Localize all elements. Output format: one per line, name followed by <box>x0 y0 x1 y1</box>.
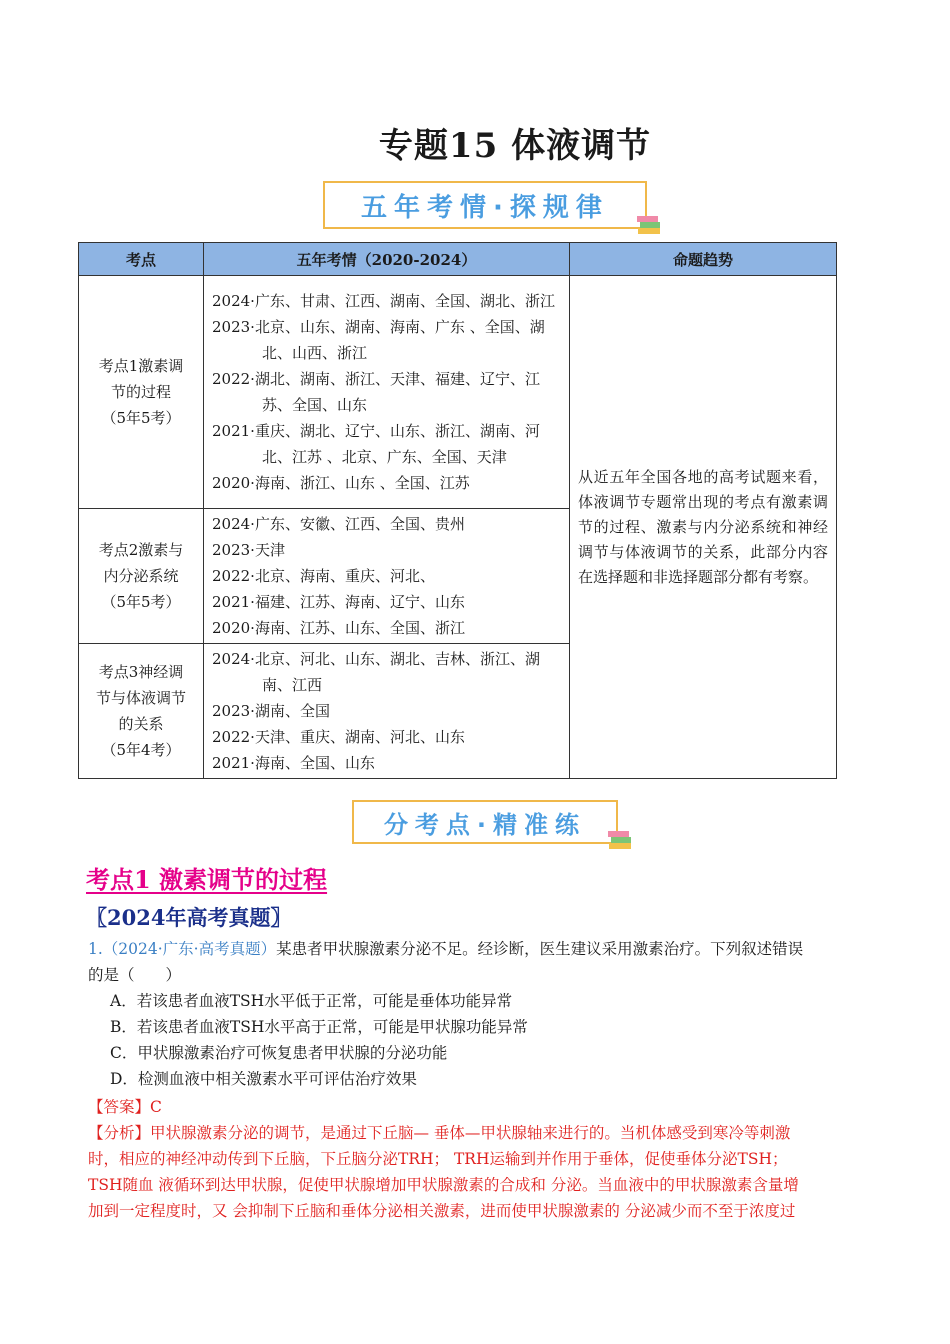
option-d: D．检测血液中相关激素水平可评估治疗效果 <box>110 1070 417 1088</box>
point-label: 考点1激素调 <box>98 357 184 375</box>
year-line: 2021·福建、江苏、海南、辽宁、山东 <box>212 593 465 611</box>
year-line: 2022·北京、海南、重庆、河北、 <box>212 567 435 585</box>
point-count: （5年5考） <box>101 593 181 611</box>
analysis-line: 【分析】甲状腺激素分泌的调节，是通过下丘脑— 垂体—甲状腺轴来进行的。当机体感受到寒冷等刺激 <box>88 1124 791 1142</box>
point-count: （5年5考） <box>101 409 181 427</box>
years-cell <box>204 276 570 509</box>
option-a: A．若该患者血液TSH水平低于正常，可能是垂体功能异常 <box>110 992 513 1010</box>
year-line: 2021·海南、全国、山东 <box>212 754 375 772</box>
option-c: C．甲状腺激素治疗可恢复患者甲状腺的分泌功能 <box>110 1044 448 1062</box>
point-count: （5年4考） <box>101 741 181 759</box>
subsection-heading: 〖2024年高考真题〗 <box>86 905 292 930</box>
question-stem <box>88 936 862 962</box>
point-label: 节的过程 <box>110 383 171 401</box>
books-icon <box>606 826 634 852</box>
question-text: 某患者甲状腺激素分泌不足。经诊断，医生建议采用激素治疗。下列叙述错误 <box>276 940 804 958</box>
point-cell <box>79 644 204 779</box>
years-cell <box>204 509 570 644</box>
banner-label: 五年考情·探规律 <box>361 192 609 223</box>
section-banner-practice <box>352 800 618 844</box>
year-line: 2023·北京、山东、湖南、海南、广东 、全国、湖北、山西、浙江 <box>212 318 545 362</box>
year-line: 2022·湖北、湖南、浙江、天津、福建、辽宁、江苏、全国、山东 <box>212 370 540 414</box>
year-line: 2020·海南、浙江、山东 、全国、江苏 <box>212 474 470 492</box>
analysis-line: 时，相应的神经冲动传到下丘脑，下丘脑分泌TRH； TRH运输到并作用于垂体，促使垂体分泌TSH； <box>88 1150 788 1168</box>
year-line: 2023·湖南、全国 <box>212 702 330 720</box>
section-heading: 考点1 激素调节的过程 <box>86 865 328 894</box>
table-header-row <box>79 243 837 276</box>
years-cell <box>204 644 570 779</box>
question-stem-line2: 的是（ ） <box>88 966 182 984</box>
year-line: 2023·天津 <box>212 541 285 559</box>
header-trend: 命题趋势 <box>570 243 837 276</box>
point-label: 的关系 <box>118 715 164 733</box>
books-icon <box>635 211 663 237</box>
trend-cell: 从近五年全国各地的高考试题来看， 体液调节专题常出现的考点有激素调节的过程、激素与内分泌系统和神经调节与体液调节的关系，此部分内容在选择题和非选择题部分都有考察。 <box>570 276 837 779</box>
header-years: 五年考情（2020-2024） <box>204 243 570 276</box>
point-cell <box>79 509 204 644</box>
year-line: 2022·天津、重庆、湖南、河北、山东 <box>212 728 465 746</box>
year-line: 2020·海南、江苏、山东、全国、浙江 <box>212 619 465 637</box>
point-cell <box>79 276 204 509</box>
header-point: 考点 <box>79 243 204 276</box>
analysis-line: 加到一定程度时，又 会抑制下丘脑和垂体分泌相关激素，进而使甲状腺激素的 分泌减少而不至于浓度过 <box>88 1202 796 1220</box>
question-number: 1. <box>88 940 103 958</box>
point-label: 节与体液调节 <box>95 689 186 707</box>
answer-line: 【答案】C <box>88 1098 162 1116</box>
analysis-line: TSH随血 液循环到达甲状腺，促使甲状腺增加甲状腺激素的合成和 分泌。当血液中的甲状腺激素含量增 <box>88 1176 799 1194</box>
question-source: （2024·广东·高考真题） <box>102 940 277 958</box>
option-b: B．若该患者血液TSH水平高于正常，可能是甲状腺功能异常 <box>110 1018 528 1036</box>
year-line: 2024·广东、甘肃、江西、湖南、全国、湖北、浙江 <box>212 292 555 310</box>
exam-trend-table <box>78 242 837 779</box>
point-label: 内分泌系统 <box>103 567 179 585</box>
page-title: 专题15 体液调节 <box>378 126 652 166</box>
year-line: 2024·北京、河北、山东、湖北、吉林、浙江、湖南、江西 <box>212 650 540 694</box>
point-label: 考点3神经调 <box>98 663 184 681</box>
section-banner-exam-trends <box>323 181 647 229</box>
banner-label: 分考点·精准练 <box>383 810 587 839</box>
year-line: 2024·广东、安徽、江西、全国、贵州 <box>212 515 465 533</box>
point-label: 考点2激素与 <box>98 541 184 559</box>
table-row <box>79 276 837 509</box>
year-line: 2021·重庆、湖北、辽宁、山东、浙江、湖南、河北、江苏 、北京、广东、全国、天津 <box>212 422 540 466</box>
